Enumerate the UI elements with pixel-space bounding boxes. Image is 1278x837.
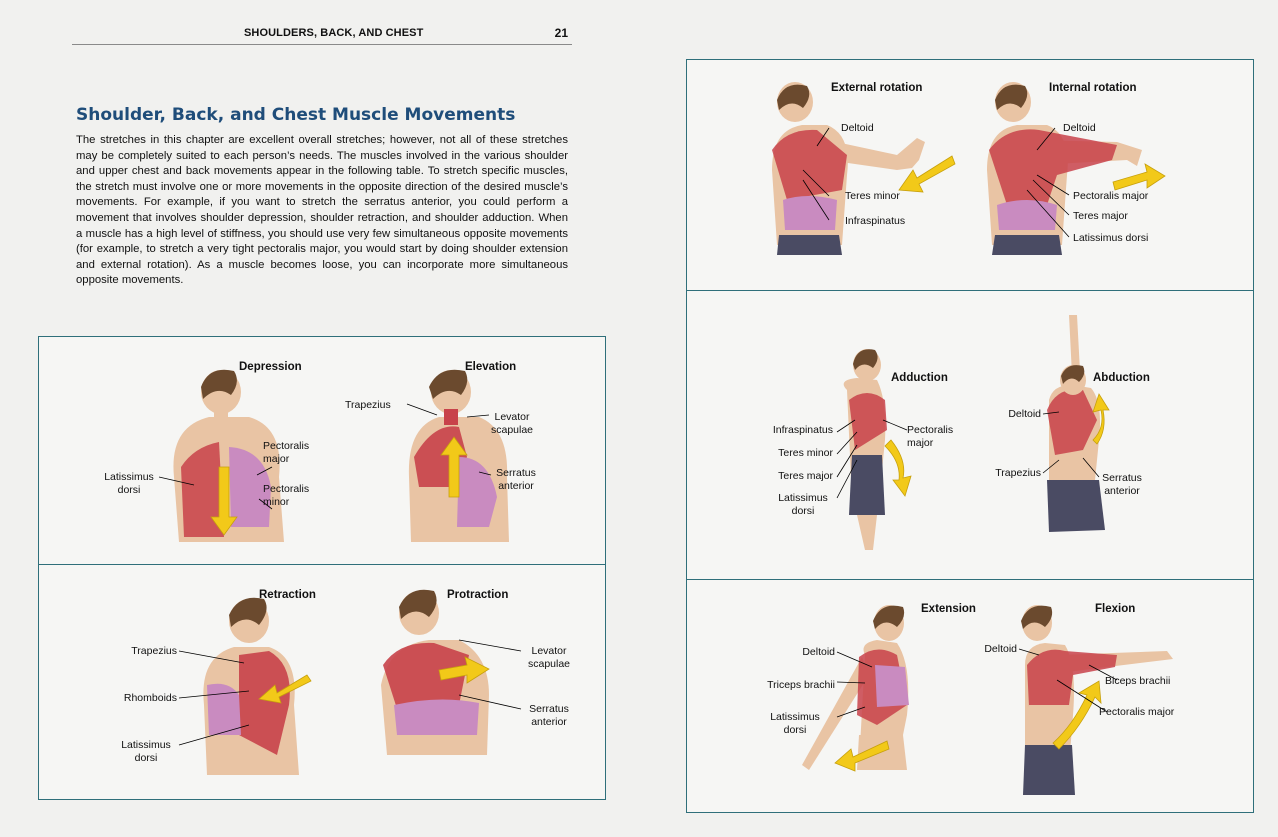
section-heading: Shoulder, Back, and Chest Muscle Movements <box>76 105 516 125</box>
figure-abduction <box>987 310 1237 560</box>
figure-elevation <box>339 357 579 557</box>
label-latissimus-dorsi: Latissimus dorsi <box>1073 232 1149 244</box>
label-teres-minor: Teres minor <box>845 190 900 202</box>
label-latissimus-dorsi: Latissimus dorsi <box>104 471 154 496</box>
label-rhomboids: Rhomboids <box>123 692 177 704</box>
panel-divider <box>687 290 1253 291</box>
label-deltoid: Deltoid <box>802 646 835 658</box>
label-trapezius: Trapezius <box>995 467 1041 479</box>
label-teres-minor: Teres minor <box>778 447 833 459</box>
label-levator-scapulae: Levator scapulae <box>490 411 534 436</box>
label-latissimus-dorsi: Latissimus dorsi <box>121 739 171 764</box>
caption-extension: Extension <box>921 603 976 615</box>
running-head <box>72 24 572 45</box>
label-deltoid: Deltoid <box>1063 122 1096 134</box>
label-trapezius: Trapezius <box>345 399 391 411</box>
caption-abduction: Abduction <box>1093 372 1150 384</box>
label-teres-major: Teres major <box>1073 210 1128 222</box>
label-pectoralis-minor: Pectoralis minor <box>263 483 310 508</box>
label-levator-scapulae: Levator scapulae <box>527 645 571 670</box>
caption-flexion: Flexion <box>1095 603 1136 615</box>
label-deltoid: Deltoid <box>1008 408 1041 420</box>
label-infraspinatus: Infraspinatus <box>845 215 906 227</box>
flexion-illustration <box>977 595 1237 805</box>
label-pectoralis-major: Pectoralis major <box>907 424 954 449</box>
label-serratus-anterior: Serratus anterior <box>496 467 536 492</box>
label-biceps-brachii: Biceps brachii <box>1105 675 1171 687</box>
page-number: 21 <box>554 26 568 40</box>
caption-elevation: Elevation <box>465 361 517 373</box>
label-latissimus-dorsi: Latissimus dorsi <box>770 711 820 736</box>
label-pectoralis-major: Pectoralis major <box>1099 706 1175 718</box>
label-latissimus-dorsi: Latissimus dorsi <box>778 492 828 517</box>
running-head-title: SHOULDERS, BACK, AND CHEST <box>244 27 424 39</box>
caption-retraction: Retraction <box>259 589 316 601</box>
caption-adduction: Adduction <box>891 372 948 384</box>
extension-illustration <box>747 595 997 805</box>
label-deltoid: Deltoid <box>841 122 874 134</box>
elevation-illustration <box>339 357 579 557</box>
label-serratus-anterior: Serratus anterior <box>529 703 569 728</box>
adduction-illustration <box>757 320 997 560</box>
caption-internal-rotation: Internal rotation <box>1049 82 1137 94</box>
label-infraspinatus: Infraspinatus <box>772 424 833 436</box>
figure-retraction <box>99 585 339 785</box>
right-figure-panel <box>686 59 1254 813</box>
caption-depression: Depression <box>239 361 302 373</box>
label-triceps-brachii: Triceps brachii <box>767 679 835 691</box>
label-teres-major: Teres major <box>778 470 833 482</box>
figure-protraction <box>339 585 579 785</box>
body-paragraph: The stretches in this chapter are excellent overall stretches; however, not all of these stretches may be completely suited to each person’s needs. The muscles involved in the various shoulder and upper chest and back movements appear in the following table. To stretch specific muscles, the stretch must involve one or more movements in the opposite direction of the desired muscle’s movements. For example, if you want to stretch the serratus anterior, you could perform a movement that involves shoulder depression, shoulder retraction, and shoulder adduction. When a muscle has a high level of stiffness, you should use very few simultaneous opposite movements (for example, to stretch a very tight pectoralis major, you would start by doing shoulder extension and external rotation). As a muscle becomes loose, you can incorporate more simultaneous opposite movements. <box>76 134 568 287</box>
figure-depression <box>99 357 339 557</box>
figure-extension <box>747 595 997 805</box>
internal-rotation-illustration <box>977 80 1237 280</box>
figure-external-rotation <box>747 80 987 280</box>
label-deltoid: Deltoid <box>984 643 1017 655</box>
label-pectoralis-major: Pectoralis major <box>1073 190 1149 202</box>
panel-divider <box>39 564 605 565</box>
label-trapezius: Trapezius <box>131 645 177 657</box>
figure-internal-rotation <box>977 80 1237 280</box>
figure-adduction <box>757 320 997 560</box>
caption-protraction: Protraction <box>447 589 509 601</box>
left-figure-panel <box>38 336 606 800</box>
external-rotation-illustration <box>747 80 987 280</box>
panel-divider <box>687 579 1253 580</box>
figure-flexion <box>977 595 1237 805</box>
label-pectoralis-major: Pectoralis major <box>263 440 310 465</box>
abduction-illustration <box>987 310 1237 560</box>
caption-external-rotation: External rotation <box>831 82 923 94</box>
protraction-illustration <box>339 585 579 785</box>
label-serratus-anterior: Serratus anterior <box>1102 472 1142 497</box>
